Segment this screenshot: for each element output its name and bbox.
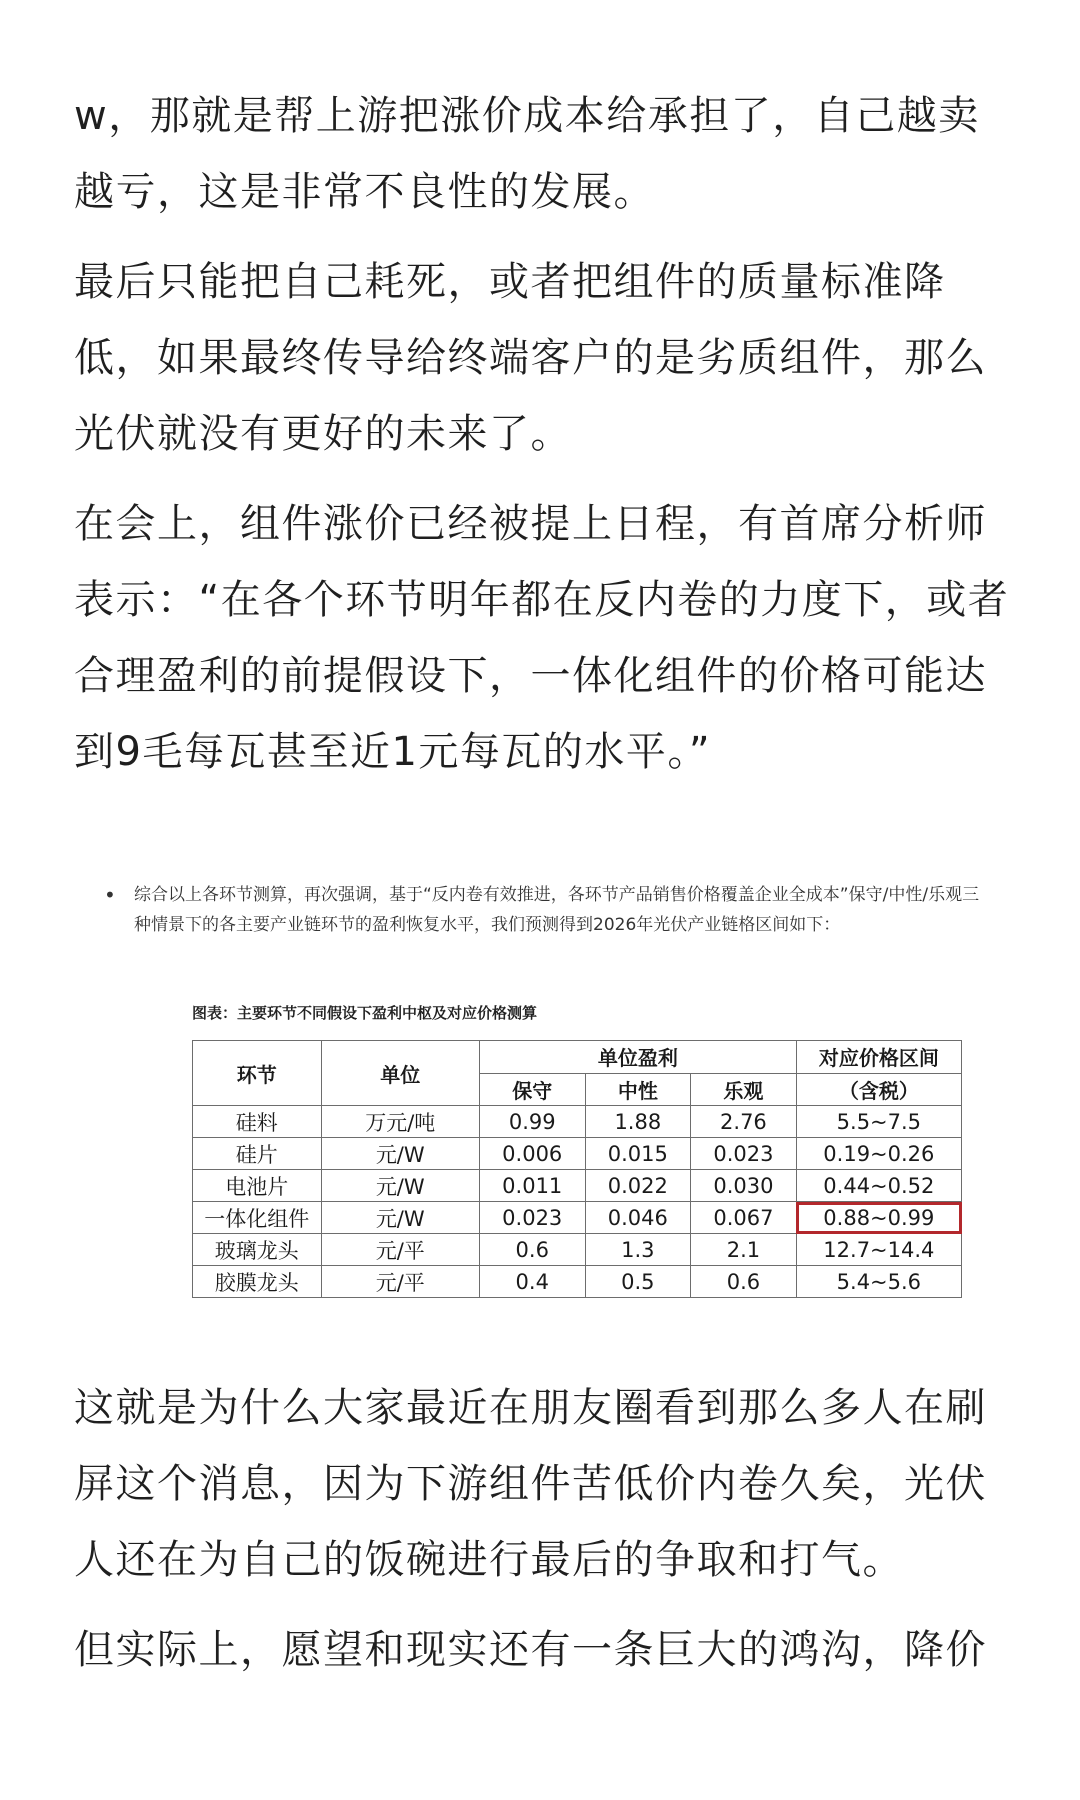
bullet-icon: • — [104, 883, 116, 907]
cell-unit: 万元/吨 — [321, 1106, 479, 1138]
table-row — [193, 1138, 962, 1170]
cell-optimistic: 0.067 — [691, 1202, 797, 1234]
cell-neutral: 0.046 — [585, 1202, 691, 1234]
cell-price-range-highlighted: 0.88~0.99 — [796, 1202, 961, 1234]
paragraph: 在会上，组件涨价已经被提上日程，有首席分析师表示：“在各个环节明年都在反内卷的力度下，或者合理盈利的前提假设下，一体化组件的价格可能达到9毛每瓦甚至近1元每瓦的水平。” — [74, 501, 1010, 775]
cell-optimistic: 0.030 — [691, 1170, 797, 1202]
table-row — [193, 1266, 962, 1298]
header-price-range: 对应价格区间 — [796, 1041, 961, 1074]
cell-unit: 元/W — [321, 1138, 479, 1170]
table-row — [193, 1106, 962, 1138]
header-tax-included: （含税） — [796, 1073, 961, 1106]
cell-unit: 元/W — [321, 1202, 479, 1234]
article-top — [74, 78, 1014, 790]
cell-neutral: 0.022 — [585, 1170, 691, 1202]
report-bullet-text: 综合以上各环节测算，再次强调，基于“反内卷有效推进，各环节产品销售价格覆盖企业全成本”保守/中性/乐观三种情景下的各主要产业链环节的盈利恢复水平，我们预测得到2026年光伏产业链格区间如下： — [134, 885, 980, 935]
cell-segment: 硅片 — [193, 1138, 322, 1170]
cell-conservative: 0.023 — [479, 1202, 585, 1234]
cell-unit: 元/平 — [321, 1234, 479, 1266]
cell-segment: 胶膜龙头 — [193, 1266, 322, 1298]
cell-price-range: 5.4~5.6 — [796, 1266, 961, 1298]
cell-unit: 元/W — [321, 1170, 479, 1202]
cell-conservative: 0.99 — [479, 1106, 585, 1138]
cell-optimistic: 2.1 — [691, 1234, 797, 1266]
cell-neutral: 0.5 — [585, 1266, 691, 1298]
header-unit: 单位 — [321, 1041, 479, 1106]
table-row — [193, 1202, 962, 1234]
cell-neutral: 1.88 — [585, 1106, 691, 1138]
cell-segment: 玻璃龙头 — [193, 1234, 322, 1266]
cell-conservative: 0.006 — [479, 1138, 585, 1170]
header-neutral: 中性 — [585, 1073, 691, 1106]
cell-segment: 电池片 — [193, 1170, 322, 1202]
header-unit-profit: 单位盈利 — [479, 1041, 796, 1074]
cell-segment: 硅料 — [193, 1106, 322, 1138]
header-segment: 环节 — [193, 1041, 322, 1106]
embedded-report-image — [74, 860, 1004, 1330]
table-row — [193, 1234, 962, 1266]
cell-conservative: 0.4 — [479, 1266, 585, 1298]
paragraph: 最后只能把自己耗死，或者把组件的质量标准降低，如果最终传导给终端客户的是劣质组件，那么光伏就没有更好的未来了。 — [74, 259, 987, 457]
price-table — [192, 1040, 962, 1298]
header-conservative: 保守 — [479, 1073, 585, 1106]
cell-optimistic: 2.76 — [691, 1106, 797, 1138]
cell-optimistic: 0.6 — [691, 1266, 797, 1298]
cell-price-range: 0.19~0.26 — [796, 1138, 961, 1170]
cell-optimistic: 0.023 — [691, 1138, 797, 1170]
cell-segment: 一体化组件 — [193, 1202, 322, 1234]
article-bottom — [74, 1370, 1014, 1688]
table-caption: 图表：主要环节不同假设下盈利中枢及对应价格测算 — [192, 1004, 538, 1022]
cell-price-range: 0.44~0.52 — [796, 1170, 961, 1202]
cell-conservative: 0.011 — [479, 1170, 585, 1202]
paragraph: 但实际上，愿望和现实还有一条巨大的鸿沟，降价 — [74, 1627, 987, 1673]
cell-neutral: 1.3 — [585, 1234, 691, 1266]
table-row — [193, 1170, 962, 1202]
paragraph: w，那就是帮上游把涨价成本给承担了，自己越卖越亏，这是非常不良性的发展。 — [74, 93, 980, 215]
cell-conservative: 0.6 — [479, 1234, 585, 1266]
cell-unit: 元/平 — [321, 1266, 479, 1298]
cell-price-range: 5.5~7.5 — [796, 1106, 961, 1138]
cell-price-range: 12.7~14.4 — [796, 1234, 961, 1266]
paragraph: 这就是为什么大家最近在朋友圈看到那么多人在刷屏这个消息，因为下游组件苦低价内卷久矣，光伏人还在为自己的饭碗进行最后的争取和打气。 — [74, 1385, 987, 1583]
cell-neutral: 0.015 — [585, 1138, 691, 1170]
header-optimistic: 乐观 — [691, 1073, 797, 1106]
